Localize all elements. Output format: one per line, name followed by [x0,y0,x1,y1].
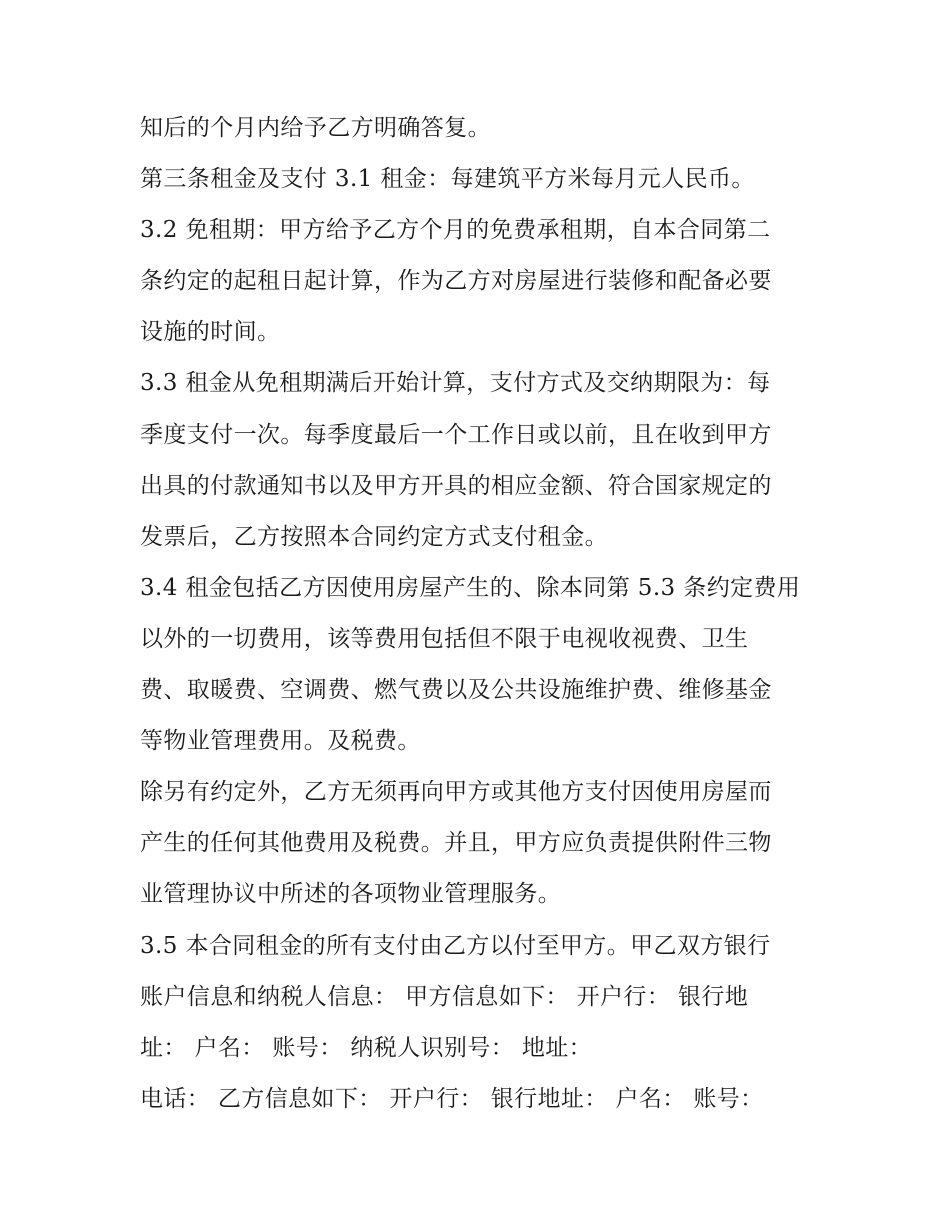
text-line: 账户信息和纳税人信息： 甲方信息如下： 开户行： 银行地 [140,983,749,1010]
text-line: 设施的时间。 [140,319,281,346]
document-body [140,103,820,1125]
text-line: 条约定的起租日起计算，作为乙方对房屋进行装修和配备必要 [140,268,772,295]
text-line: 发票后，乙方按照本合同约定方式支付租金。 [140,523,608,550]
text-line: 址： 户名： 账号： 纳税人识别号： 地址： [140,1034,593,1061]
text-line: 电话： 乙方信息如下： 开户行： 银行地址： 户名： 账号： [140,1085,764,1112]
text-line: 3.2 免租期：甲方给予乙方个月的免费承租期，自本合同第二 [140,217,771,244]
text-line: 3.5 本合同租金的所有支付由乙方以付至甲方。甲乙双方银行 [140,932,771,959]
text-line: 3.4 租金包括乙方因使用房屋产生的、除本同第 5.3 条约定费用 [140,574,801,601]
text-line: 季度支付一次。每季度最后一个工作日或以前，且在收到甲方 [140,421,772,448]
text-line: 以外的一切费用，该等费用包括但不限于电视收视费、卫生 [140,625,749,652]
text-line: 业管理协议中所述的各项物业管理服务。 [140,881,562,908]
text-line: 等物业管理费用。及税费。 [140,728,421,755]
text-line: 3.3 租金从免租期满后开始计算，支付方式及交纳期限为：每 [140,370,771,397]
text-line: 出具的付款通知书以及甲方开具的相应金额、符合国家规定的 [140,472,772,499]
text-line: 产生的任何其他费用及税费。并且，甲方应负责提供附件三物 [140,830,772,857]
text-line: 除另有约定外，乙方无须再向甲方或其他方支付因使用房屋而 [140,779,772,806]
text-line: 知后的个月内给予乙方明确答复。 [140,115,491,141]
text-line: 费、取暖费、空调费、燃气费以及公共设施维护费、维修基金 [140,677,772,704]
text-line: 第三条租金及支付 3.1 租金：每建筑平方米每月元人民币。 [140,166,755,193]
